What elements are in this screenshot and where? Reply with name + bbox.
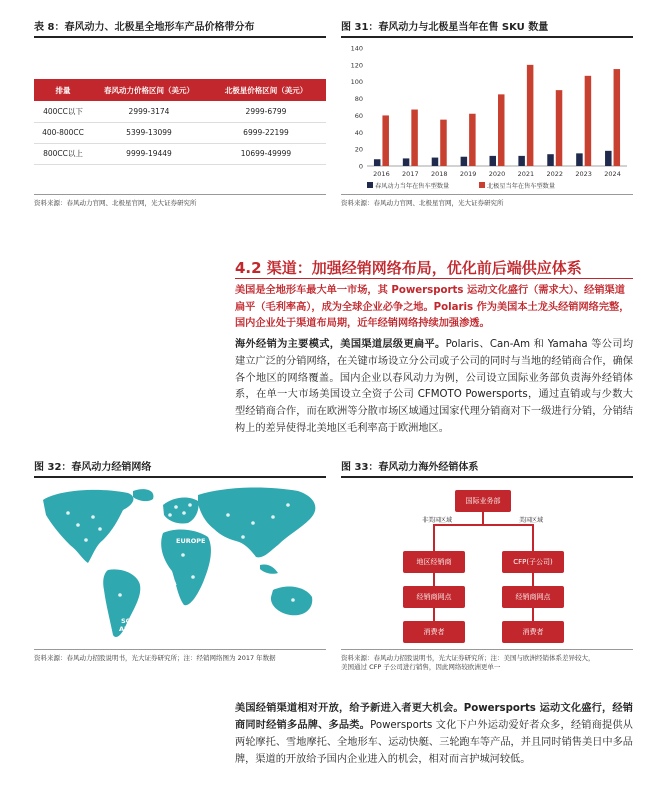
paragraph-bold-lead: 海外经销为主要模式，美国渠道层级更扁平。 xyxy=(235,339,446,350)
closing-bold-lead: 美国经销渠道相对开放，给予新进入者更大机会。 xyxy=(235,703,464,714)
bar-chunfeng xyxy=(374,159,381,166)
flow-node-regional-dealer: 地区经销商 xyxy=(403,551,465,573)
table-cell: 400-800CC xyxy=(34,122,92,143)
map-label-europe: EUROPE xyxy=(176,537,206,545)
fig33-source-line1: 资料来源：春风动力招股说明书，光大证券研究所；注：美国与欧洲经销体系差异较大， xyxy=(341,654,595,662)
section-lead: 美国是全地形车最大单一市场，其 Powersports 运动文化盛行（需求大）、经销渠道扁平（毛利率高），成为全球企业必争之地。Polaris 作为美国本土龙头经销网络完整，国内企业处于渠道布局期，近年经销网络持续加强渗透。 xyxy=(235,285,630,329)
table-cell: 2999-3174 xyxy=(92,101,206,122)
closing-body: Powersports 文化下户外运动爱好者众多，经销商提供从两轮摩托、雪地摩托、全地形车、运动快艇、三轮跑车等产品，并且同时销售美日中多品牌，渠道的开放给予国内企业进入的机会，相对而言护城河较低。 xyxy=(235,720,633,765)
bar-polaris xyxy=(585,76,592,166)
fig32-source: 资料来源：春风动力招股说明书，光大证券研究所；注：经销网络图为 2017 年数据 xyxy=(34,654,276,662)
closing-paragraph xyxy=(235,700,633,768)
bar-chunfeng xyxy=(605,151,612,166)
fig32-top-rule xyxy=(34,476,326,478)
y-tick-label: 140 xyxy=(350,44,363,53)
map-label-asia: ASIA xyxy=(260,557,278,565)
table8-title: 表 8：春风动力、北极星全地形车产品价格带分布 xyxy=(34,22,255,33)
legend-swatch xyxy=(479,182,485,188)
asia-shape xyxy=(198,488,315,558)
y-tick-label: 120 xyxy=(350,61,363,70)
legend-label: 春风动力当年在售车型数量 xyxy=(375,183,450,190)
bar-polaris xyxy=(469,114,476,166)
fig33-bottom-rule xyxy=(341,649,633,650)
table8-bottom-rule xyxy=(34,194,326,195)
flow-node-dealer-outlet-right: 经销商网点 xyxy=(502,586,564,608)
fig33-source-line2: 美国通过 CFP 子公司进行销售，因此网络较欧洲更单一 xyxy=(341,663,501,671)
bar-polaris xyxy=(440,120,447,166)
column-header: 排量 xyxy=(34,79,92,101)
y-tick-label: 100 xyxy=(350,78,363,87)
bar-polaris xyxy=(382,115,389,166)
bar-polaris xyxy=(411,110,418,166)
table-cell: 2999-6799 xyxy=(206,101,326,122)
fig31-top-rule xyxy=(341,36,633,38)
map-label-south-america xyxy=(119,617,152,633)
fig31-title: 图 31：春风动力与北极星当年在售 SKU 数量 xyxy=(341,22,549,33)
y-tick-label: 40 xyxy=(354,128,363,137)
table-header-row xyxy=(34,79,326,101)
flow-label-us: 美国区域 xyxy=(519,517,544,524)
x-tick-label: 2023 xyxy=(575,170,592,178)
table-cell: 800CC以上 xyxy=(34,143,92,164)
bar-chunfeng xyxy=(518,156,525,166)
connector xyxy=(532,573,534,586)
flow-node-consumer-right: 消费者 xyxy=(502,621,564,643)
bar-polaris xyxy=(527,65,534,166)
bar-polaris xyxy=(556,90,563,166)
fig33-top-rule xyxy=(341,476,633,478)
table-cell: 10699-49999 xyxy=(206,143,326,164)
bar-polaris xyxy=(498,94,505,166)
north-america-shape xyxy=(43,490,133,563)
price-table xyxy=(34,79,326,165)
connector xyxy=(433,573,435,586)
connector xyxy=(482,512,484,524)
connector xyxy=(433,608,435,621)
table-row xyxy=(34,143,326,164)
table-row xyxy=(34,122,326,143)
connector xyxy=(433,524,533,526)
bar-chunfeng xyxy=(490,156,497,166)
table8-source: 资料来源：春风动力官网、北极星官网，光大证券研究所 xyxy=(34,199,197,207)
bar-chunfeng xyxy=(461,157,468,166)
map-label-oceania: OCEANIA xyxy=(276,627,309,635)
section-heading: 4.2 渠道：加强经销网络布局，优化前后端供应体系 xyxy=(235,259,582,277)
connector xyxy=(532,608,534,621)
legend-swatch xyxy=(367,182,373,188)
map-label-africa: AFRICA xyxy=(150,579,177,587)
world-distribution-map xyxy=(38,485,323,645)
table-row xyxy=(34,101,326,122)
connector xyxy=(433,524,435,551)
map-label-north-america xyxy=(48,557,81,573)
flow-node-consumer-left: 消费者 xyxy=(403,621,465,643)
y-tick-label: 20 xyxy=(354,145,363,154)
column-header: 春风动力价格区间（美元） xyxy=(92,79,206,101)
x-tick-label: 2020 xyxy=(488,170,506,178)
bar-chunfeng xyxy=(576,153,583,166)
map-label-south: SOUTH xyxy=(121,617,147,625)
x-tick-label: 2016 xyxy=(373,170,390,178)
flow-node-dealer-outlet-left: 经销商网点 xyxy=(403,586,465,608)
x-tick-label: 2021 xyxy=(517,170,535,178)
connector xyxy=(532,524,534,551)
europe-shape xyxy=(163,498,199,524)
closing-bold-second: Powersports 运动文化盛行，经销商同时经销多品牌、多品类。 xyxy=(235,703,633,731)
y-tick-label: 80 xyxy=(354,95,363,104)
map-label-north: NORTH xyxy=(50,557,76,565)
column-header: 北极星价格区间（美元） xyxy=(206,79,326,101)
section-heading-rule xyxy=(235,278,633,279)
y-tick-label: 60 xyxy=(354,111,363,120)
fig31-source: 资料来源：春风动力官网、北极星官网，光大证券研究所 xyxy=(341,199,504,207)
bar-chunfeng xyxy=(432,158,439,166)
x-tick-label: 2024 xyxy=(604,170,621,178)
flow-label-non-us: 非美国区域 xyxy=(422,517,453,524)
map-label-america2: AMERICA xyxy=(119,625,153,633)
section-paragraph xyxy=(235,337,633,438)
flow-node-international-dept: 国际业务部 xyxy=(455,490,511,512)
fig32-bottom-rule xyxy=(34,649,326,650)
legend-label: 北极星当年在售车型数量 xyxy=(487,183,556,190)
bar-chunfeng xyxy=(547,154,554,166)
greenland-shape xyxy=(133,489,153,501)
x-tick-label: 2019 xyxy=(459,170,477,178)
bar-polaris xyxy=(614,69,621,166)
sku-bar-chart xyxy=(341,42,633,194)
bar-chunfeng xyxy=(403,158,409,166)
fig33-title: 图 33：春风动力海外经销体系 xyxy=(341,462,479,473)
map-label-america: AMERICA xyxy=(48,565,82,573)
flow-node-cfp-subsidiary: CFP(子公司) xyxy=(502,551,564,573)
table-cell: 400CC以下 xyxy=(34,101,92,122)
fig31-bottom-rule xyxy=(341,194,633,195)
islands-shape xyxy=(260,564,278,573)
fig32-title: 图 32：春风动力经销网络 xyxy=(34,462,152,473)
table-cell: 5399-13099 xyxy=(92,122,206,143)
table8-top-rule xyxy=(34,36,326,38)
x-tick-label: 2018 xyxy=(430,170,448,178)
table-cell: 6999-22199 xyxy=(206,122,326,143)
x-tick-label: 2017 xyxy=(402,170,419,178)
y-tick-label: 0 xyxy=(358,162,363,171)
paragraph-body: Polaris、Can-Am 和 Yamaha 等公司均建立广泛的分销网络，在关键市场设立分公司或子公司的同时与当地的经销商合作，确保各个地区的网络覆盖。国内企业以春风动力为例，公司设立国际业务部负责海外经销体系，在单一大市场美国设立全资子公司 CFMOTO Powersports，通过直销或与少数大型经销商合作，而在欧洲等分散市场区域通过国家代理分销商对下一级进行分销，分销结构上的差异使得北美地区毛利率高于欧洲地区。 xyxy=(235,339,634,434)
table-cell: 9999-19449 xyxy=(92,143,206,164)
x-tick-label: 2022 xyxy=(546,170,564,178)
